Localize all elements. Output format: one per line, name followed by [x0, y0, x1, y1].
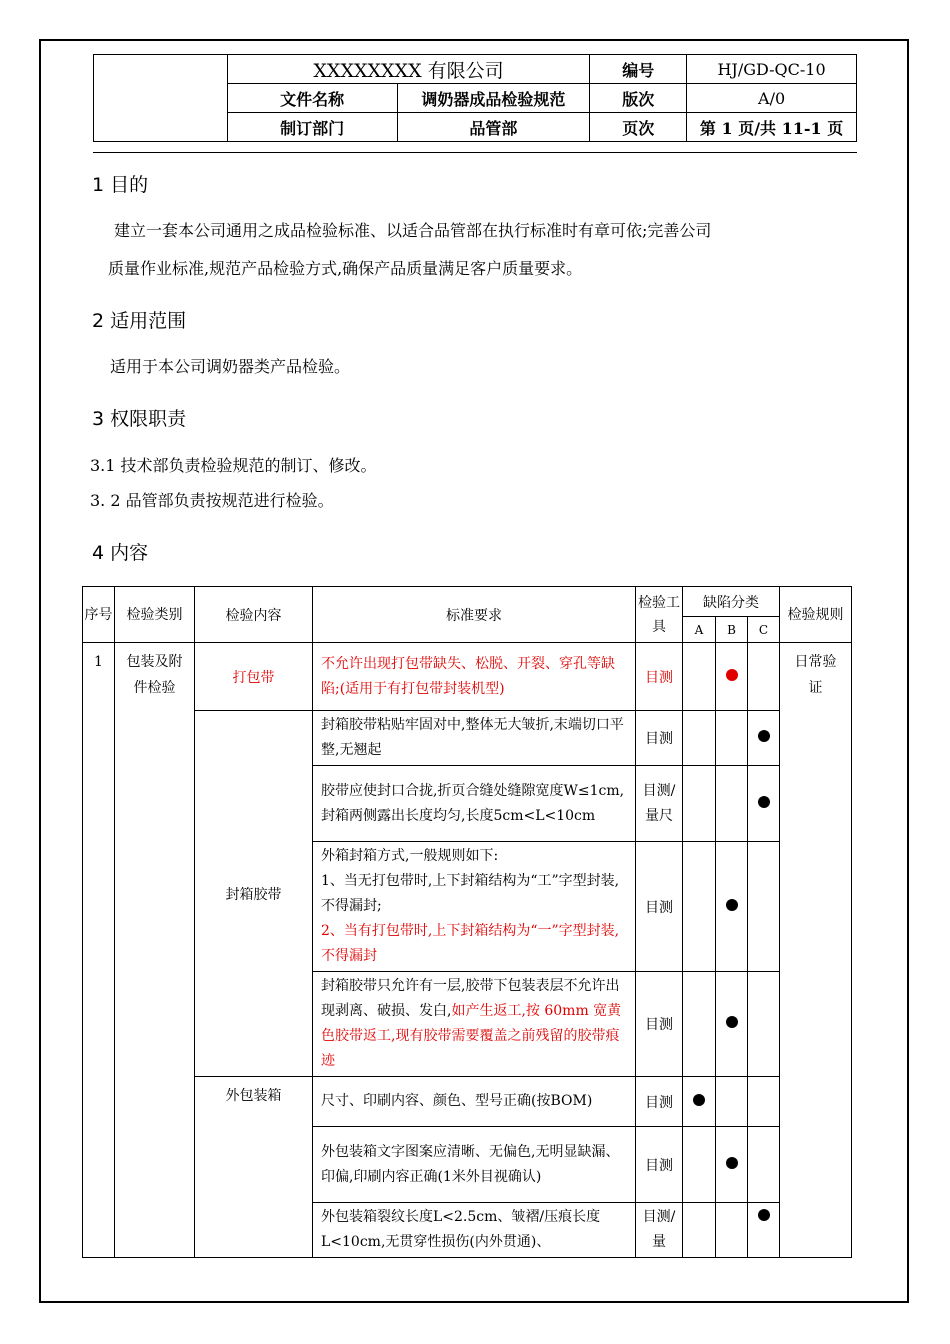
- class-a-cell: [683, 1077, 716, 1127]
- row-category: 包装及附件检验: [115, 643, 195, 1258]
- standard-text-red: 如产生返工,按 60mm 宽黄色胶带返工,现有胶带需要覆盖之前残留的胶带痕迹: [321, 1003, 622, 1069]
- table-row: [83, 643, 852, 711]
- table-row: [83, 1077, 852, 1127]
- table-row: [83, 711, 852, 766]
- tool-cell: 目测/量: [636, 1203, 683, 1258]
- class-a-cell: [683, 1127, 716, 1203]
- row-rule: 日常验证: [780, 643, 852, 1258]
- header-defect: 缺陷分类: [683, 587, 780, 617]
- header-divider: [93, 152, 857, 153]
- class-b-cell: [716, 711, 748, 766]
- code-label: 编号: [590, 55, 687, 84]
- item-baodai: 打包带: [195, 643, 313, 711]
- tool-cell: 目测: [636, 643, 683, 711]
- class-c-cell: [748, 643, 780, 711]
- section-4-title: 4 内容: [92, 542, 149, 564]
- company-name: XXXXXXXX 有限公司: [227, 55, 590, 84]
- defect-mark-icon: [726, 669, 738, 681]
- class-c-cell: [748, 1127, 780, 1203]
- item-fengxiang: 封箱胶带: [195, 711, 313, 1077]
- tool-cell: 目测: [636, 1077, 683, 1127]
- class-b-cell: [716, 643, 748, 711]
- doc-name-value: 调奶器成品检验规范: [397, 84, 590, 113]
- standard-text: 外包装箱文字图案应清晰、无偏色,无明显缺漏、印偏,印刷内容正确(1米外目视确认): [313, 1127, 636, 1203]
- header-rule: 检验规则: [780, 587, 852, 643]
- defect-mark-icon: [693, 1094, 705, 1106]
- class-b-cell: [716, 1077, 748, 1127]
- standard-line: 外箱封箱方式,一般规则如下:: [321, 848, 499, 864]
- header-standard: 标准要求: [313, 587, 636, 643]
- section-3-line-1: 3.1 技术部负责检验规范的制订、修改。: [90, 456, 377, 475]
- tool-cell: 目测: [636, 1127, 683, 1203]
- class-b-cell: [716, 1127, 748, 1203]
- class-a-cell: [683, 972, 716, 1077]
- standard-text: 封箱胶带粘贴牢固对中,整体无大皱折,末端切口平整,无翘起: [313, 711, 636, 766]
- standard-text-black: 封箱胶带只允许有一层,胶带下包装表层不允许出现剥离、破损、发白,: [321, 978, 620, 1019]
- class-c-cell: [748, 711, 780, 766]
- logo-cell: [94, 55, 228, 142]
- class-a-cell: [683, 766, 716, 842]
- class-c-cell: [748, 842, 780, 972]
- defect-mark-icon: [758, 1209, 770, 1221]
- section-3-line-2: 3. 2 品管部负责按规范进行检验。: [90, 491, 334, 510]
- item-waibao: 外包装箱: [195, 1077, 313, 1258]
- dept-label: 制订部门: [227, 113, 397, 142]
- class-c-cell: [748, 1077, 780, 1127]
- standard-text: 不允许出现打包带缺失、松脱、开裂、穿孔等缺陷;(适用于有打包带封装机型): [313, 643, 636, 711]
- class-a-cell: [683, 711, 716, 766]
- defect-mark-icon: [758, 796, 770, 808]
- tool-cell: 目测/量尺: [636, 766, 683, 842]
- inspection-table: [82, 586, 852, 1258]
- tool-cell: 目测: [636, 842, 683, 972]
- tool-cell: 目测: [636, 972, 683, 1077]
- standard-text: [313, 972, 636, 1077]
- header-class-b: B: [716, 617, 748, 643]
- standard-text: 尺寸、印刷内容、颜色、型号正确(按BOM): [313, 1077, 636, 1127]
- document-header-table: [93, 54, 857, 142]
- standard-line: 1、当无打包带时,上下封箱结构为“工”字型封装,不得漏封;: [321, 873, 620, 914]
- standard-text: [313, 842, 636, 972]
- code-value: HJ/GD-QC-10: [687, 55, 857, 84]
- class-b-cell: [716, 972, 748, 1077]
- standard-text: 胶带应使封口合拢,折页合缝处缝隙宽度W≤1cm,封箱两侧露出长度均匀,长度5cm<L<10cm: [313, 766, 636, 842]
- section-3-title: 3 权限职责: [92, 408, 187, 430]
- header-class-a: A: [683, 617, 716, 643]
- class-b-cell: [716, 1203, 748, 1258]
- class-b-cell: [716, 766, 748, 842]
- version-label: 版次: [590, 84, 687, 113]
- defect-mark-icon: [726, 899, 738, 911]
- class-c-cell: [748, 766, 780, 842]
- section-1-line-2: 质量作业标准,规范产品检验方式,确保产品质量满足客户质量要求。: [108, 259, 583, 278]
- version-value: A/0: [687, 84, 857, 113]
- doc-name-label: 文件名称: [227, 84, 397, 113]
- header-class-c: C: [748, 617, 780, 643]
- section-2-title: 2 适用范围: [92, 310, 187, 332]
- header-category: 检验类别: [115, 587, 195, 643]
- row-seq: 1: [83, 643, 115, 1258]
- class-b-cell: [716, 842, 748, 972]
- section-2-line-1: 适用于本公司调奶器类产品检验。: [110, 357, 351, 376]
- header-content: 检验内容: [195, 587, 313, 643]
- class-a-cell: [683, 643, 716, 711]
- section-1-title: 1 目的: [92, 174, 149, 196]
- section-1-line-1: 建立一套本公司通用之成品检验标准、以适合品管部在执行标准时有章可依;完善公司: [114, 221, 712, 240]
- class-a-cell: [683, 842, 716, 972]
- defect-mark-icon: [758, 730, 770, 742]
- header-tool: 检验工具: [636, 587, 683, 643]
- header-seq: 序号: [83, 587, 115, 643]
- defect-mark-icon: [726, 1016, 738, 1028]
- class-a-cell: [683, 1203, 716, 1258]
- class-c-cell: [748, 972, 780, 1077]
- defect-mark-icon: [726, 1157, 738, 1169]
- class-c-cell: [748, 1203, 780, 1258]
- standard-text: 外包装箱裂纹长度L<2.5cm、皱褶/压痕长度L<10cm,无贯穿性损伤(内外贯通)、: [313, 1203, 636, 1258]
- page-label: 页次: [590, 113, 687, 142]
- standard-line: 2、当有打包带时,上下封箱结构为“一”字型封装,不得漏封: [321, 923, 620, 964]
- tool-cell: 目测: [636, 711, 683, 766]
- page-value: 第 1 页/共 11-1 页: [687, 113, 857, 142]
- dept-value: 品管部: [397, 113, 590, 142]
